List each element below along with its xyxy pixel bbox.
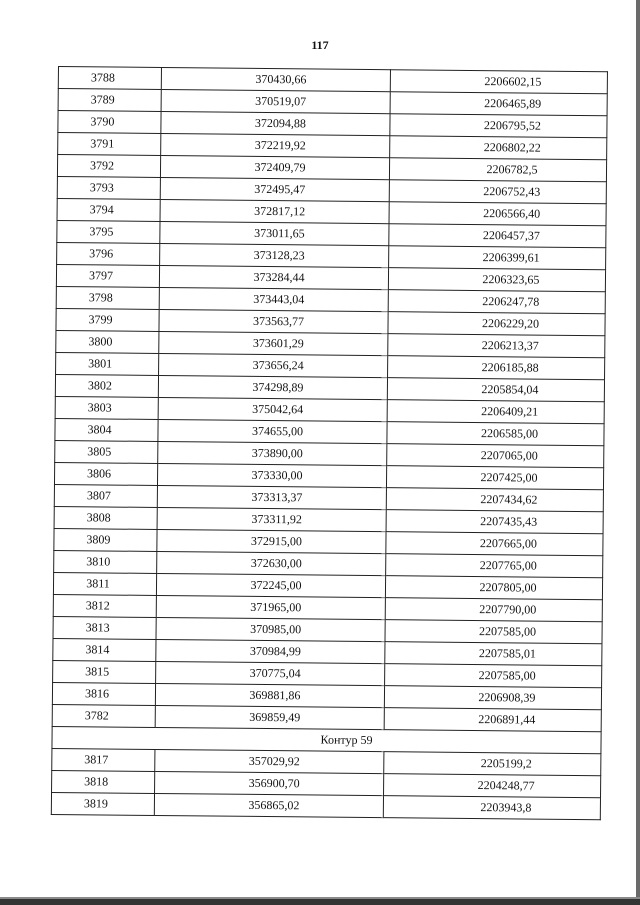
point-number-cell: 3806 [54, 462, 157, 485]
x-coordinate-cell: 372915,00 [157, 529, 386, 553]
table-row [51, 792, 600, 819]
y-coordinate-cell: 2203943,8 [383, 796, 600, 820]
point-number-cell: 3804 [55, 418, 158, 441]
point-number-cell: 3810 [54, 550, 157, 573]
y-coordinate-cell: 2206566,40 [389, 202, 606, 226]
x-coordinate-cell: 370519,07 [161, 89, 390, 113]
y-coordinate-cell: 2206323,65 [388, 268, 605, 292]
point-number-cell: 3817 [52, 748, 155, 771]
point-number-cell: 3788 [58, 67, 161, 90]
point-number-cell: 3793 [57, 176, 160, 199]
y-coordinate-cell: 2206585,00 [387, 422, 604, 446]
x-coordinate-cell: 373601,29 [159, 331, 388, 355]
x-coordinate-cell: 369881,86 [155, 683, 384, 707]
x-coordinate-cell: 372630,00 [157, 551, 386, 575]
x-coordinate-cell: 374298,89 [158, 375, 387, 399]
point-number-cell: 3809 [54, 528, 157, 551]
y-coordinate-cell: 2206399,61 [389, 246, 606, 270]
y-coordinate-cell: 2206457,37 [389, 224, 606, 248]
x-coordinate-cell: 372817,12 [160, 199, 389, 223]
x-coordinate-cell: 372495,47 [160, 177, 389, 201]
table-body-before-section [52, 67, 607, 732]
point-number-cell: 3797 [56, 264, 159, 287]
y-coordinate-cell: 2206465,89 [390, 92, 607, 116]
point-number-cell: 3803 [55, 396, 158, 419]
y-coordinate-cell: 2206229,20 [388, 312, 605, 336]
x-coordinate-cell: 369859,49 [155, 705, 384, 729]
point-number-cell: 3815 [53, 660, 156, 683]
point-number-cell: 3802 [55, 374, 158, 397]
point-number-cell: 3811 [53, 572, 156, 595]
x-coordinate-cell: 372409,79 [160, 155, 389, 179]
point-number-cell: 3812 [53, 594, 156, 617]
point-number-cell: 3816 [52, 682, 155, 705]
y-coordinate-cell: 2207585,00 [385, 664, 602, 688]
y-coordinate-cell: 2204248,77 [384, 774, 601, 798]
x-coordinate-cell: 372094,88 [161, 111, 390, 135]
x-coordinate-cell: 357029,92 [155, 749, 384, 773]
point-number-cell: 3805 [55, 440, 158, 463]
x-coordinate-cell: 372245,00 [156, 573, 385, 597]
x-coordinate-cell: 373330,00 [157, 463, 386, 487]
point-number-cell: 3789 [58, 89, 161, 112]
table-body-after-section [51, 748, 601, 819]
point-number-cell: 3795 [57, 220, 160, 243]
point-number-cell: 3807 [54, 484, 157, 507]
y-coordinate-cell: 2206782,5 [389, 158, 606, 182]
x-coordinate-cell: 356865,02 [154, 793, 383, 817]
point-number-cell: 3808 [54, 506, 157, 529]
x-coordinate-cell: 373313,37 [157, 485, 386, 509]
point-number-cell: 3800 [56, 330, 159, 353]
x-coordinate-cell: 370775,04 [156, 661, 385, 685]
scan-edge-right [636, 0, 640, 905]
y-coordinate-cell: 2206213,37 [388, 334, 605, 358]
x-coordinate-cell: 356900,70 [155, 771, 384, 795]
x-coordinate-cell: 370430,66 [161, 67, 390, 91]
y-coordinate-cell: 2206185,88 [388, 356, 605, 380]
point-number-cell: 3782 [52, 704, 155, 727]
y-coordinate-cell: 2207425,00 [386, 466, 603, 490]
x-coordinate-cell: 370984,99 [156, 639, 385, 663]
coordinates-table [51, 66, 608, 820]
y-coordinate-cell: 2207665,00 [386, 532, 603, 556]
x-coordinate-cell: 373011,65 [160, 221, 389, 245]
point-number-cell: 3818 [52, 770, 155, 793]
y-coordinate-cell: 2205854,04 [387, 378, 604, 402]
page-number: 117 [311, 38, 329, 52]
point-number-cell: 3798 [56, 286, 159, 309]
x-coordinate-cell: 374655,00 [158, 419, 387, 443]
y-coordinate-cell: 2207435,43 [386, 510, 603, 534]
y-coordinate-cell: 2207065,00 [387, 444, 604, 468]
x-coordinate-cell: 373284,44 [159, 265, 388, 289]
y-coordinate-cell: 2207790,00 [385, 598, 602, 622]
section-title: Контур 59 [52, 726, 601, 753]
y-coordinate-cell: 2207585,01 [385, 642, 602, 666]
x-coordinate-cell: 370985,00 [156, 617, 385, 641]
y-coordinate-cell: 2206247,78 [388, 290, 605, 314]
y-coordinate-cell: 2205199,2 [384, 752, 601, 776]
x-coordinate-cell: 373311,92 [157, 507, 386, 531]
point-number-cell: 3792 [57, 155, 160, 178]
point-number-cell: 3791 [58, 133, 161, 156]
point-number-cell: 3801 [56, 352, 159, 375]
x-coordinate-cell: 373563,77 [159, 309, 388, 333]
y-coordinate-cell: 2206795,52 [390, 114, 607, 138]
point-number-cell: 3796 [57, 242, 160, 265]
y-coordinate-cell: 2207434,62 [386, 488, 603, 512]
y-coordinate-cell: 2207585,00 [385, 620, 602, 644]
point-number-cell: 3813 [53, 616, 156, 639]
x-coordinate-cell: 373656,24 [159, 353, 388, 377]
y-coordinate-cell: 2206602,15 [390, 70, 607, 94]
point-number-cell: 3799 [56, 308, 159, 331]
y-coordinate-cell: 2206752,43 [389, 180, 606, 204]
point-number-cell: 3790 [58, 111, 161, 134]
y-coordinate-cell: 2206802,22 [390, 136, 607, 160]
x-coordinate-cell: 373443,04 [159, 287, 388, 311]
x-coordinate-cell: 375042,64 [158, 397, 387, 421]
x-coordinate-cell: 371965,00 [156, 595, 385, 619]
scan-edge-bottom [0, 899, 640, 905]
y-coordinate-cell: 2206409,21 [387, 400, 604, 424]
x-coordinate-cell: 372219,92 [161, 133, 390, 157]
y-coordinate-cell: 2206908,39 [384, 686, 601, 710]
point-number-cell: 3814 [53, 638, 156, 661]
x-coordinate-cell: 373128,23 [160, 243, 389, 267]
y-coordinate-cell: 2207805,00 [385, 576, 602, 600]
point-number-cell: 3794 [57, 198, 160, 221]
point-number-cell: 3819 [51, 792, 154, 815]
x-coordinate-cell: 373890,00 [158, 441, 387, 465]
y-coordinate-cell: 2207765,00 [386, 554, 603, 578]
y-coordinate-cell: 2206891,44 [384, 708, 601, 732]
